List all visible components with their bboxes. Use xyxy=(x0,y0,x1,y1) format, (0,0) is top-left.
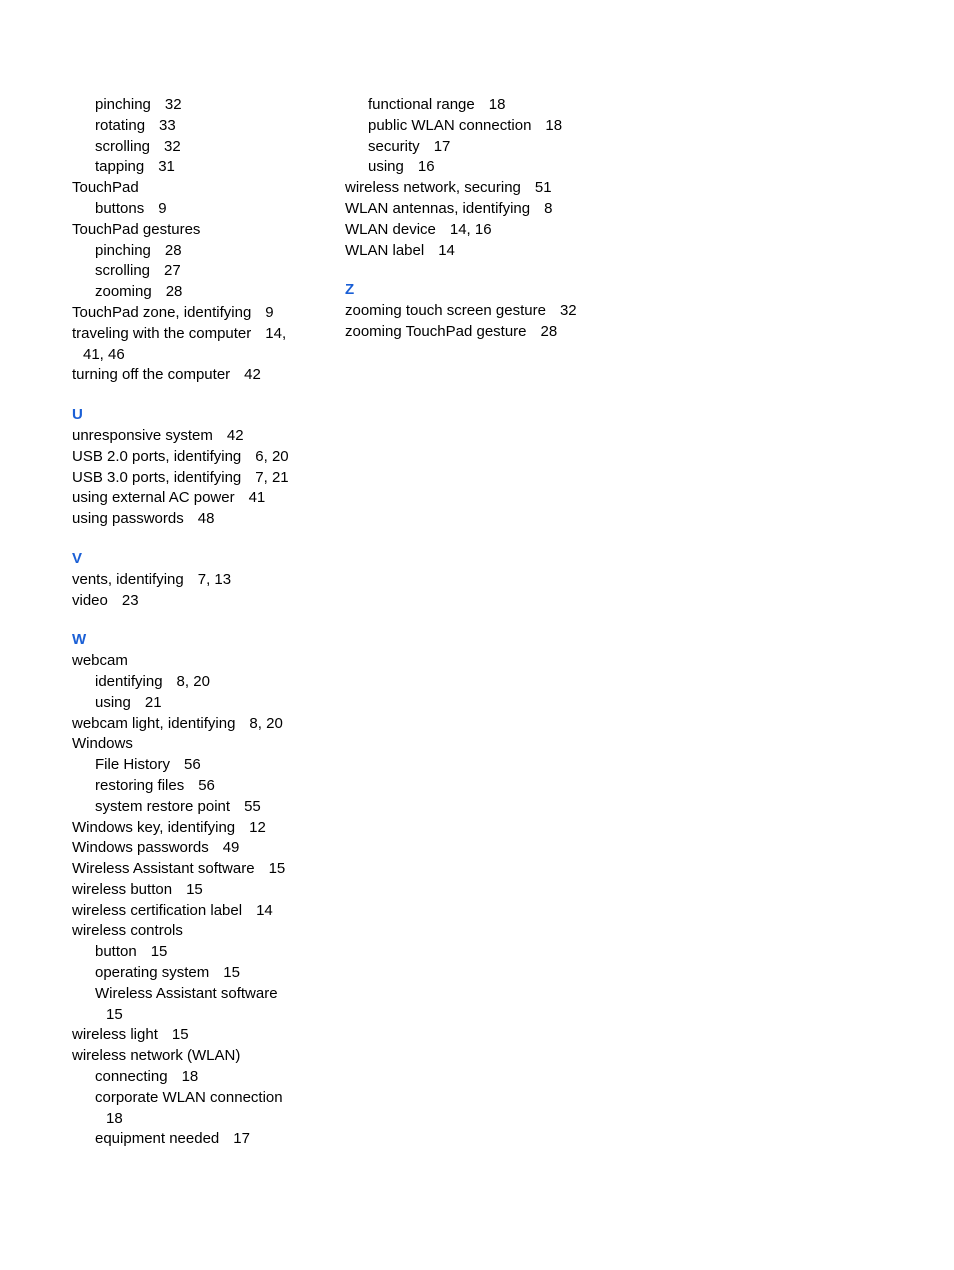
index-page-ref[interactable]: 15 xyxy=(268,860,286,878)
index-subentry xyxy=(345,137,645,158)
index-subentry xyxy=(72,95,332,116)
index-subentry xyxy=(72,755,332,776)
index-entry xyxy=(72,365,332,386)
index-term: wireless network, securing xyxy=(345,179,521,197)
index-subentry xyxy=(72,984,332,1005)
index-page-ref[interactable]: 15 xyxy=(223,964,240,982)
index-page-ref[interactable]: 17 xyxy=(433,137,451,155)
index-entry xyxy=(345,178,645,199)
index-page-ref[interactable]: 48 xyxy=(197,510,215,528)
index-page-ref[interactable]: 32 xyxy=(559,302,577,320)
index-page-ref[interactable]: 32 xyxy=(164,137,181,155)
index-term: zooming xyxy=(95,283,152,301)
index-subentry xyxy=(72,776,332,797)
index-page-ref[interactable]: 28 xyxy=(165,283,183,301)
index-term: zooming TouchPad gesture xyxy=(345,322,527,340)
index-term: WLAN device xyxy=(345,220,436,238)
index-subentry xyxy=(72,282,332,303)
index-term: wireless light xyxy=(72,1026,158,1044)
index-term: button xyxy=(95,943,137,961)
index-term: WLAN antennas, identifying xyxy=(345,199,531,217)
index-section-heading: U xyxy=(72,406,83,424)
index-page-ref[interactable]: 28 xyxy=(540,322,558,340)
index-section-heading: W xyxy=(72,631,87,649)
index-term: vents, identifying xyxy=(72,570,184,588)
index-page-ref[interactable]: 27 xyxy=(164,262,181,280)
index-page-ref[interactable]: 56 xyxy=(184,756,201,774)
index-page-ref[interactable]: 14 xyxy=(256,901,273,919)
index-subentry xyxy=(72,137,332,158)
index-page-ref[interactable]: 18 xyxy=(545,116,563,134)
index-term: functional range xyxy=(368,96,475,113)
index-entry xyxy=(72,901,332,922)
index-page-ref[interactable]: 49 xyxy=(222,839,240,857)
index-subentry xyxy=(72,199,332,220)
index-page-ref[interactable]: 12 xyxy=(249,818,266,836)
index-entry xyxy=(72,838,332,859)
index-subentry xyxy=(72,693,332,714)
index-term: pinching xyxy=(95,241,151,259)
index-term: webcam light, identifying xyxy=(72,714,236,732)
index-term: USB 3.0 ports, identifying xyxy=(72,468,242,486)
index-entry xyxy=(72,447,332,468)
index-term: system restore point xyxy=(95,797,231,815)
index-section-heading: V xyxy=(72,549,83,567)
index-term: wireless controls xyxy=(72,922,183,940)
index-entry xyxy=(72,1025,332,1046)
index-term: tapping xyxy=(95,158,145,176)
index-term: using xyxy=(368,158,404,176)
index-term: scrolling xyxy=(95,137,151,155)
index-section-heading: Z xyxy=(345,281,355,299)
index-subentry xyxy=(72,797,332,818)
index-page-ref[interactable]: 9 xyxy=(158,199,167,217)
index-page-ref[interactable]: 15 xyxy=(186,880,203,898)
index-term: 41, 46 xyxy=(83,345,125,363)
index-page-ref[interactable]: 14 xyxy=(438,241,455,259)
index-page-ref[interactable]: 21 xyxy=(144,693,162,711)
index-subentry xyxy=(72,1088,332,1109)
index-term: restoring files xyxy=(95,776,185,794)
index-page-ref[interactable]: 16 xyxy=(417,158,435,176)
index-subentry xyxy=(72,1129,332,1150)
index-entry xyxy=(72,1046,332,1067)
index-entry xyxy=(72,426,332,447)
index-term: connecting xyxy=(95,1068,168,1086)
index-column-left xyxy=(72,95,332,1150)
index-subentry xyxy=(345,116,645,137)
index-entry xyxy=(72,570,332,591)
index-term: traveling with the computer xyxy=(72,324,252,342)
index-term: TouchPad xyxy=(72,179,139,197)
index-term: Wireless Assistant software xyxy=(72,860,255,878)
index-term: Windows key, identifying xyxy=(72,818,236,836)
index-entry xyxy=(345,301,645,322)
index-subentry xyxy=(72,1005,332,1026)
index-term: unresponsive system xyxy=(72,426,213,444)
index-term: USB 2.0 ports, identifying xyxy=(72,447,242,465)
index-page-ref[interactable]: 14, 16 xyxy=(449,220,492,238)
index-page-ref[interactable]: 42 xyxy=(226,426,244,444)
index-page-ref[interactable]: 6, 20 xyxy=(255,447,289,465)
index-entry xyxy=(72,651,332,672)
index-entry xyxy=(345,241,645,262)
index-entry xyxy=(72,220,332,241)
index-term: identifying xyxy=(95,672,163,690)
index-page-ref[interactable]: 15 xyxy=(171,1026,189,1044)
index-term: operating system xyxy=(95,964,210,982)
index-page-ref[interactable]: 8, 20 xyxy=(249,714,283,732)
index-subentry xyxy=(72,345,332,366)
index-page-ref[interactable]: 31 xyxy=(158,158,175,176)
index-page-ref[interactable]: 32 xyxy=(164,96,182,113)
index-subentry xyxy=(345,95,645,116)
index-subentry xyxy=(72,672,332,693)
index-term: 18 xyxy=(106,1109,123,1127)
index-entry xyxy=(72,488,332,509)
index-term: zooming touch screen gesture xyxy=(345,302,546,320)
index-entry xyxy=(72,734,332,755)
index-page-ref[interactable]: 7, 21 xyxy=(255,468,289,486)
index-page-ref[interactable]: 8 xyxy=(544,199,553,217)
index-term: using passwords xyxy=(72,510,184,528)
index-term: rotating xyxy=(95,116,146,134)
index-entry xyxy=(345,199,645,220)
index-term: equipment needed xyxy=(95,1130,220,1148)
index-page-ref[interactable]: 55 xyxy=(244,797,261,815)
index-subentry xyxy=(72,261,332,282)
index-subentry xyxy=(72,157,332,178)
index-subentry xyxy=(72,116,332,137)
index-term: 15 xyxy=(106,1005,123,1023)
index-page-ref[interactable]: 28 xyxy=(164,241,182,259)
index-term: Windows xyxy=(72,735,133,753)
index-term: TouchPad gestures xyxy=(72,220,201,238)
index-entry xyxy=(72,859,332,880)
index-term: public WLAN connection xyxy=(368,116,532,134)
index-page-ref[interactable]: 33 xyxy=(159,116,176,134)
index-entry xyxy=(72,591,332,612)
index-term: security xyxy=(368,137,420,155)
index-term: corporate WLAN connection xyxy=(95,1088,283,1106)
index-term: File History xyxy=(95,756,171,774)
index-term: turning off the computer xyxy=(72,366,231,384)
index-subentry xyxy=(72,963,332,984)
index-column-right xyxy=(345,95,645,343)
index-entry xyxy=(72,509,332,530)
index-term: wireless button xyxy=(72,880,173,898)
index-term: pinching xyxy=(95,96,151,113)
index-entry xyxy=(72,324,332,345)
index-entry xyxy=(345,322,645,343)
index-entry xyxy=(345,220,645,241)
index-term: using xyxy=(95,693,131,711)
index-subentry xyxy=(345,157,645,178)
index-term: buttons xyxy=(95,199,145,217)
index-page-ref[interactable]: 17 xyxy=(233,1130,250,1148)
index-page-ref[interactable]: 51 xyxy=(534,179,552,197)
index-entry xyxy=(72,880,332,901)
index-term: webcam xyxy=(72,652,128,670)
index-page-ref[interactable]: 18 xyxy=(488,96,506,113)
index-entry xyxy=(72,178,332,199)
index-term: Windows passwords xyxy=(72,839,209,857)
index-entry xyxy=(72,818,332,839)
index-page-ref[interactable]: 42 xyxy=(244,366,261,384)
index-term: wireless certification label xyxy=(72,901,243,919)
index-entry xyxy=(72,468,332,489)
index-page-ref[interactable]: 9 xyxy=(265,303,274,321)
index-page-ref[interactable]: 18 xyxy=(181,1068,199,1086)
index-entry xyxy=(72,714,332,735)
index-entry xyxy=(72,303,332,324)
index-term: Wireless Assistant software xyxy=(95,984,278,1002)
index-term: video xyxy=(72,591,108,609)
index-page-ref[interactable]: 23 xyxy=(121,591,139,609)
index-term: using external AC power xyxy=(72,489,235,507)
index-page-ref[interactable]: 14, xyxy=(265,324,287,342)
index-page-ref[interactable]: 7, 13 xyxy=(197,570,232,588)
index-subentry xyxy=(72,1109,332,1130)
index-page-ref[interactable]: 8, 20 xyxy=(176,672,210,690)
index-term: TouchPad zone, identifying xyxy=(72,303,252,321)
index-page-ref[interactable]: 15 xyxy=(150,943,168,961)
index-term: WLAN label xyxy=(345,241,425,259)
index-subentry xyxy=(72,942,332,963)
index-page-ref[interactable]: 41 xyxy=(248,489,266,507)
index-term: scrolling xyxy=(95,262,151,280)
index-subentry xyxy=(72,241,332,262)
index-subentry xyxy=(72,1067,332,1088)
index-term: wireless network (WLAN) xyxy=(72,1047,241,1065)
index-page-ref[interactable]: 56 xyxy=(198,776,215,794)
index-entry xyxy=(72,921,332,942)
